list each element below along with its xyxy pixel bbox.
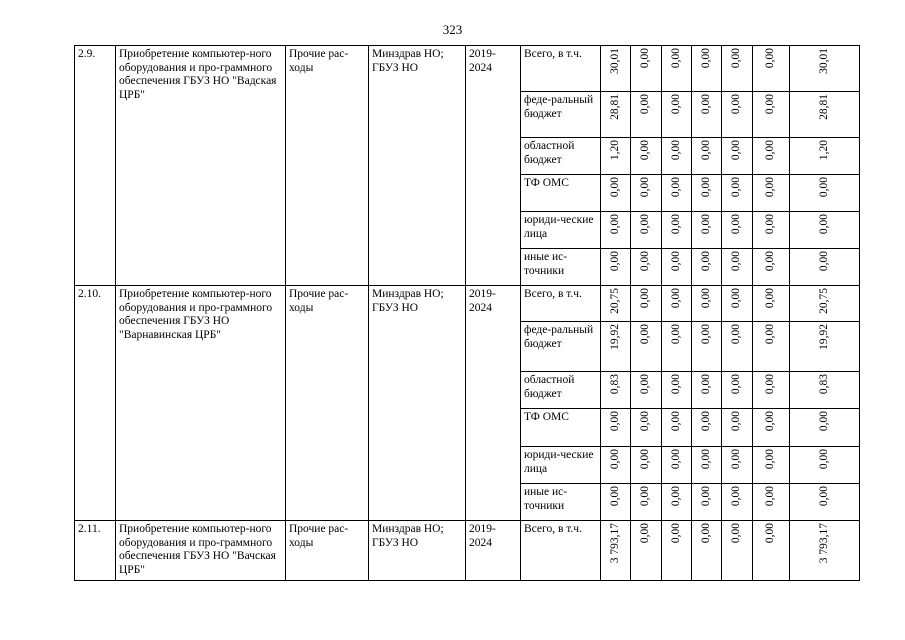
value-text: 0,00: [764, 324, 777, 345]
value-cell: [662, 322, 692, 372]
value-cell: [601, 409, 631, 447]
value-text: 0,00: [730, 177, 743, 198]
value-text: 0,00: [639, 324, 652, 345]
value-cell: [753, 175, 790, 212]
value-text: 0,00: [817, 251, 830, 272]
funding-source: Всего, в т.ч.: [521, 521, 601, 581]
value-text: 0,00: [764, 449, 777, 470]
value-text: 0,00: [639, 288, 652, 309]
value-cell: [662, 484, 692, 521]
value-cell: [753, 521, 790, 581]
value-cell: [753, 286, 790, 322]
value-text: 0,83: [608, 374, 621, 395]
value-text: 0,83: [817, 374, 830, 395]
table-row: [75, 46, 860, 92]
value-cell: [722, 409, 753, 447]
value-text: 0,00: [817, 486, 830, 507]
value-cell: [662, 409, 692, 447]
value-text: 0,00: [730, 374, 743, 395]
value-cell: [790, 447, 860, 484]
value-text: 0,00: [639, 214, 652, 235]
value-text: 0,00: [639, 48, 652, 69]
budget-table: [74, 45, 860, 581]
value-text: 0,00: [608, 177, 621, 198]
value-cell: [722, 138, 753, 175]
value-cell: [790, 46, 860, 92]
value-cell: [662, 521, 692, 581]
value-text: 0,00: [730, 94, 743, 115]
value-text: 0,00: [699, 177, 712, 198]
value-cell: [722, 46, 753, 92]
value-text: 0,00: [730, 140, 743, 161]
value-cell: [790, 138, 860, 175]
value-cell: [722, 322, 753, 372]
value-text: 0,00: [730, 523, 743, 544]
value-cell: [631, 447, 662, 484]
value-text: 0,00: [699, 411, 712, 432]
value-text: 0,00: [639, 251, 652, 272]
item-title: Приобретение компьютер-ного оборудования и про-граммного обеспечения ГБУЗ НО "Вадская ЦРБ": [116, 46, 286, 286]
value-cell: [753, 484, 790, 521]
value-cell: [631, 212, 662, 249]
value-cell: [692, 322, 722, 372]
item-title: Приобретение компьютер-ного оборудования и про-граммного обеспечения ГБУЗ НО "Варнавинская ЦРБ": [116, 286, 286, 521]
value-cell: [662, 138, 692, 175]
value-cell: [601, 249, 631, 286]
value-text: 0,00: [764, 251, 777, 272]
value-text: 28,81: [817, 94, 830, 120]
value-cell: [601, 447, 631, 484]
funding-source: юриди-ческие лица: [521, 447, 601, 484]
value-cell: [722, 447, 753, 484]
value-cell: [601, 138, 631, 175]
value-text: 0,00: [764, 288, 777, 309]
value-text: 0,00: [817, 411, 830, 432]
value-text: 0,00: [699, 288, 712, 309]
value-text: 20,75: [608, 288, 621, 314]
funding-source: областной бюджет: [521, 138, 601, 175]
value-cell: [692, 92, 722, 138]
value-cell: [692, 249, 722, 286]
value-text: 30,01: [608, 48, 621, 74]
table-row: [75, 521, 860, 581]
value-text: 0,00: [669, 251, 682, 272]
value-cell: [753, 249, 790, 286]
value-text: 0,00: [639, 140, 652, 161]
executor: Минздрав НО; ГБУЗ НО: [369, 46, 466, 286]
value-cell: [722, 92, 753, 138]
funding-source: Всего, в т.ч.: [521, 286, 601, 322]
value-text: 0,00: [699, 486, 712, 507]
value-cell: [662, 46, 692, 92]
value-cell: [692, 521, 722, 581]
funding-source: феде-ральный бюджет: [521, 92, 601, 138]
funding-source: иные ис-точники: [521, 484, 601, 521]
value-cell: [753, 138, 790, 175]
value-text: 0,00: [639, 486, 652, 507]
value-cell: [662, 92, 692, 138]
value-text: 0,00: [764, 374, 777, 395]
value-text: 0,00: [699, 140, 712, 161]
value-text: 0,00: [699, 449, 712, 470]
value-cell: [662, 212, 692, 249]
value-cell: [601, 212, 631, 249]
value-text: 0,00: [608, 449, 621, 470]
value-cell: [631, 249, 662, 286]
value-cell: [790, 484, 860, 521]
value-cell: [692, 372, 722, 409]
value-cell: [662, 286, 692, 322]
value-cell: [631, 46, 662, 92]
value-cell: [722, 286, 753, 322]
value-cell: [601, 92, 631, 138]
value-text: 0,00: [764, 214, 777, 235]
value-cell: [722, 372, 753, 409]
value-text: 0,00: [669, 486, 682, 507]
value-text: 0,00: [730, 214, 743, 235]
period: 2019-2024: [466, 286, 521, 521]
value-cell: [692, 409, 722, 447]
value-text: 0,00: [639, 411, 652, 432]
value-text: 0,00: [639, 523, 652, 544]
value-cell: [790, 521, 860, 581]
value-text: 0,00: [730, 288, 743, 309]
value-cell: [662, 175, 692, 212]
period: 2019-2024: [466, 46, 521, 286]
value-cell: [753, 409, 790, 447]
value-text: 0,00: [669, 449, 682, 470]
value-text: 0,00: [669, 48, 682, 69]
value-cell: [631, 175, 662, 212]
value-text: 0,00: [730, 48, 743, 69]
value-text: 0,00: [699, 374, 712, 395]
value-text: 1,20: [817, 140, 830, 161]
value-cell: [692, 175, 722, 212]
value-text: 1,20: [608, 140, 621, 161]
value-cell: [753, 46, 790, 92]
executor: Минздрав НО; ГБУЗ НО: [369, 521, 466, 581]
value-cell: [692, 286, 722, 322]
value-text: 0,00: [699, 214, 712, 235]
value-text: 0,00: [699, 523, 712, 544]
value-text: 0,00: [669, 324, 682, 345]
value-text: 0,00: [608, 251, 621, 272]
executor: Минздрав НО; ГБУЗ НО: [369, 286, 466, 521]
value-text: 0,00: [608, 486, 621, 507]
value-text: 0,00: [699, 48, 712, 69]
value-cell: [692, 212, 722, 249]
value-text: 0,00: [608, 411, 621, 432]
value-text: 3 793,17: [608, 523, 621, 564]
value-cell: [722, 521, 753, 581]
value-cell: [790, 175, 860, 212]
value-text: 0,00: [730, 411, 743, 432]
value-cell: [601, 521, 631, 581]
value-text: 0,00: [639, 374, 652, 395]
item-title: Приобретение компьютер-ного оборудования и про-граммного обеспечения ГБУЗ НО "Вачская ЦРБ": [116, 521, 286, 581]
value-text: 28,81: [608, 94, 621, 120]
value-text: 0,00: [669, 140, 682, 161]
value-cell: [753, 92, 790, 138]
value-cell: [631, 372, 662, 409]
value-cell: [722, 249, 753, 286]
page-number: 323: [442, 22, 463, 37]
period: 2019-2024: [466, 521, 521, 581]
item-number: 2.11.: [75, 521, 116, 581]
funding-source: феде-ральный бюджет: [521, 322, 601, 372]
value-cell: [631, 409, 662, 447]
value-text: 20,75: [817, 288, 830, 314]
value-cell: [790, 322, 860, 372]
value-cell: [692, 484, 722, 521]
value-cell: [662, 372, 692, 409]
value-cell: [631, 138, 662, 175]
value-text: 0,00: [817, 449, 830, 470]
value-text: 0,00: [764, 177, 777, 198]
value-cell: [601, 372, 631, 409]
value-cell: [662, 447, 692, 484]
funding-source: областной бюджет: [521, 372, 601, 409]
value-cell: [722, 484, 753, 521]
item-number: 2.9.: [75, 46, 116, 286]
expense-type: Прочие рас-ходы: [286, 286, 369, 521]
value-cell: [692, 138, 722, 175]
value-cell: [722, 212, 753, 249]
value-text: 0,00: [817, 177, 830, 198]
value-cell: [631, 92, 662, 138]
value-text: 0,00: [639, 177, 652, 198]
value-cell: [631, 286, 662, 322]
value-text: 0,00: [669, 523, 682, 544]
value-cell: [601, 484, 631, 521]
value-text: 0,00: [669, 411, 682, 432]
value-cell: [753, 372, 790, 409]
item-number: 2.10.: [75, 286, 116, 521]
value-cell: [631, 322, 662, 372]
value-cell: [601, 322, 631, 372]
value-text: 0,00: [764, 48, 777, 69]
value-text: 0,00: [699, 324, 712, 345]
funding-source: ТФ ОМС: [521, 409, 601, 447]
value-cell: [790, 409, 860, 447]
value-text: 0,00: [669, 94, 682, 115]
value-text: 0,00: [639, 94, 652, 115]
value-cell: [790, 212, 860, 249]
value-text: 0,00: [669, 214, 682, 235]
value-text: 19,92: [608, 324, 621, 350]
value-cell: [722, 175, 753, 212]
value-text: 3 793,17: [817, 523, 830, 564]
value-cell: [692, 447, 722, 484]
expense-type: Прочие рас-ходы: [286, 521, 369, 581]
value-cell: [790, 372, 860, 409]
value-text: 0,00: [730, 449, 743, 470]
value-cell: [631, 521, 662, 581]
value-text: 30,01: [817, 48, 830, 74]
value-cell: [601, 286, 631, 322]
expense-type: Прочие рас-ходы: [286, 46, 369, 286]
funding-source: Всего, в т.ч.: [521, 46, 601, 92]
value-text: 0,00: [730, 251, 743, 272]
table-row: [75, 286, 860, 322]
value-text: 0,00: [730, 486, 743, 507]
value-cell: [662, 249, 692, 286]
funding-source: юриди-ческие лица: [521, 212, 601, 249]
value-text: 0,00: [669, 288, 682, 309]
value-text: 0,00: [699, 251, 712, 272]
value-text: 0,00: [639, 449, 652, 470]
value-cell: [692, 46, 722, 92]
value-cell: [601, 46, 631, 92]
value-cell: [601, 175, 631, 212]
value-text: 0,00: [730, 324, 743, 345]
value-cell: [753, 212, 790, 249]
value-text: 0,00: [669, 374, 682, 395]
value-text: 0,00: [764, 94, 777, 115]
value-text: 0,00: [764, 411, 777, 432]
value-cell: [753, 447, 790, 484]
value-text: 0,00: [817, 214, 830, 235]
value-cell: [753, 322, 790, 372]
value-text: 0,00: [608, 214, 621, 235]
value-cell: [631, 484, 662, 521]
value-cell: [790, 249, 860, 286]
value-cell: [790, 92, 860, 138]
value-text: 0,00: [699, 94, 712, 115]
value-cell: [790, 286, 860, 322]
funding-source: иные ис-точники: [521, 249, 601, 286]
value-text: 0,00: [764, 486, 777, 507]
value-text: 0,00: [669, 177, 682, 198]
funding-source: ТФ ОМС: [521, 175, 601, 212]
value-text: 0,00: [764, 523, 777, 544]
value-text: 0,00: [764, 140, 777, 161]
value-text: 19,92: [817, 324, 830, 350]
